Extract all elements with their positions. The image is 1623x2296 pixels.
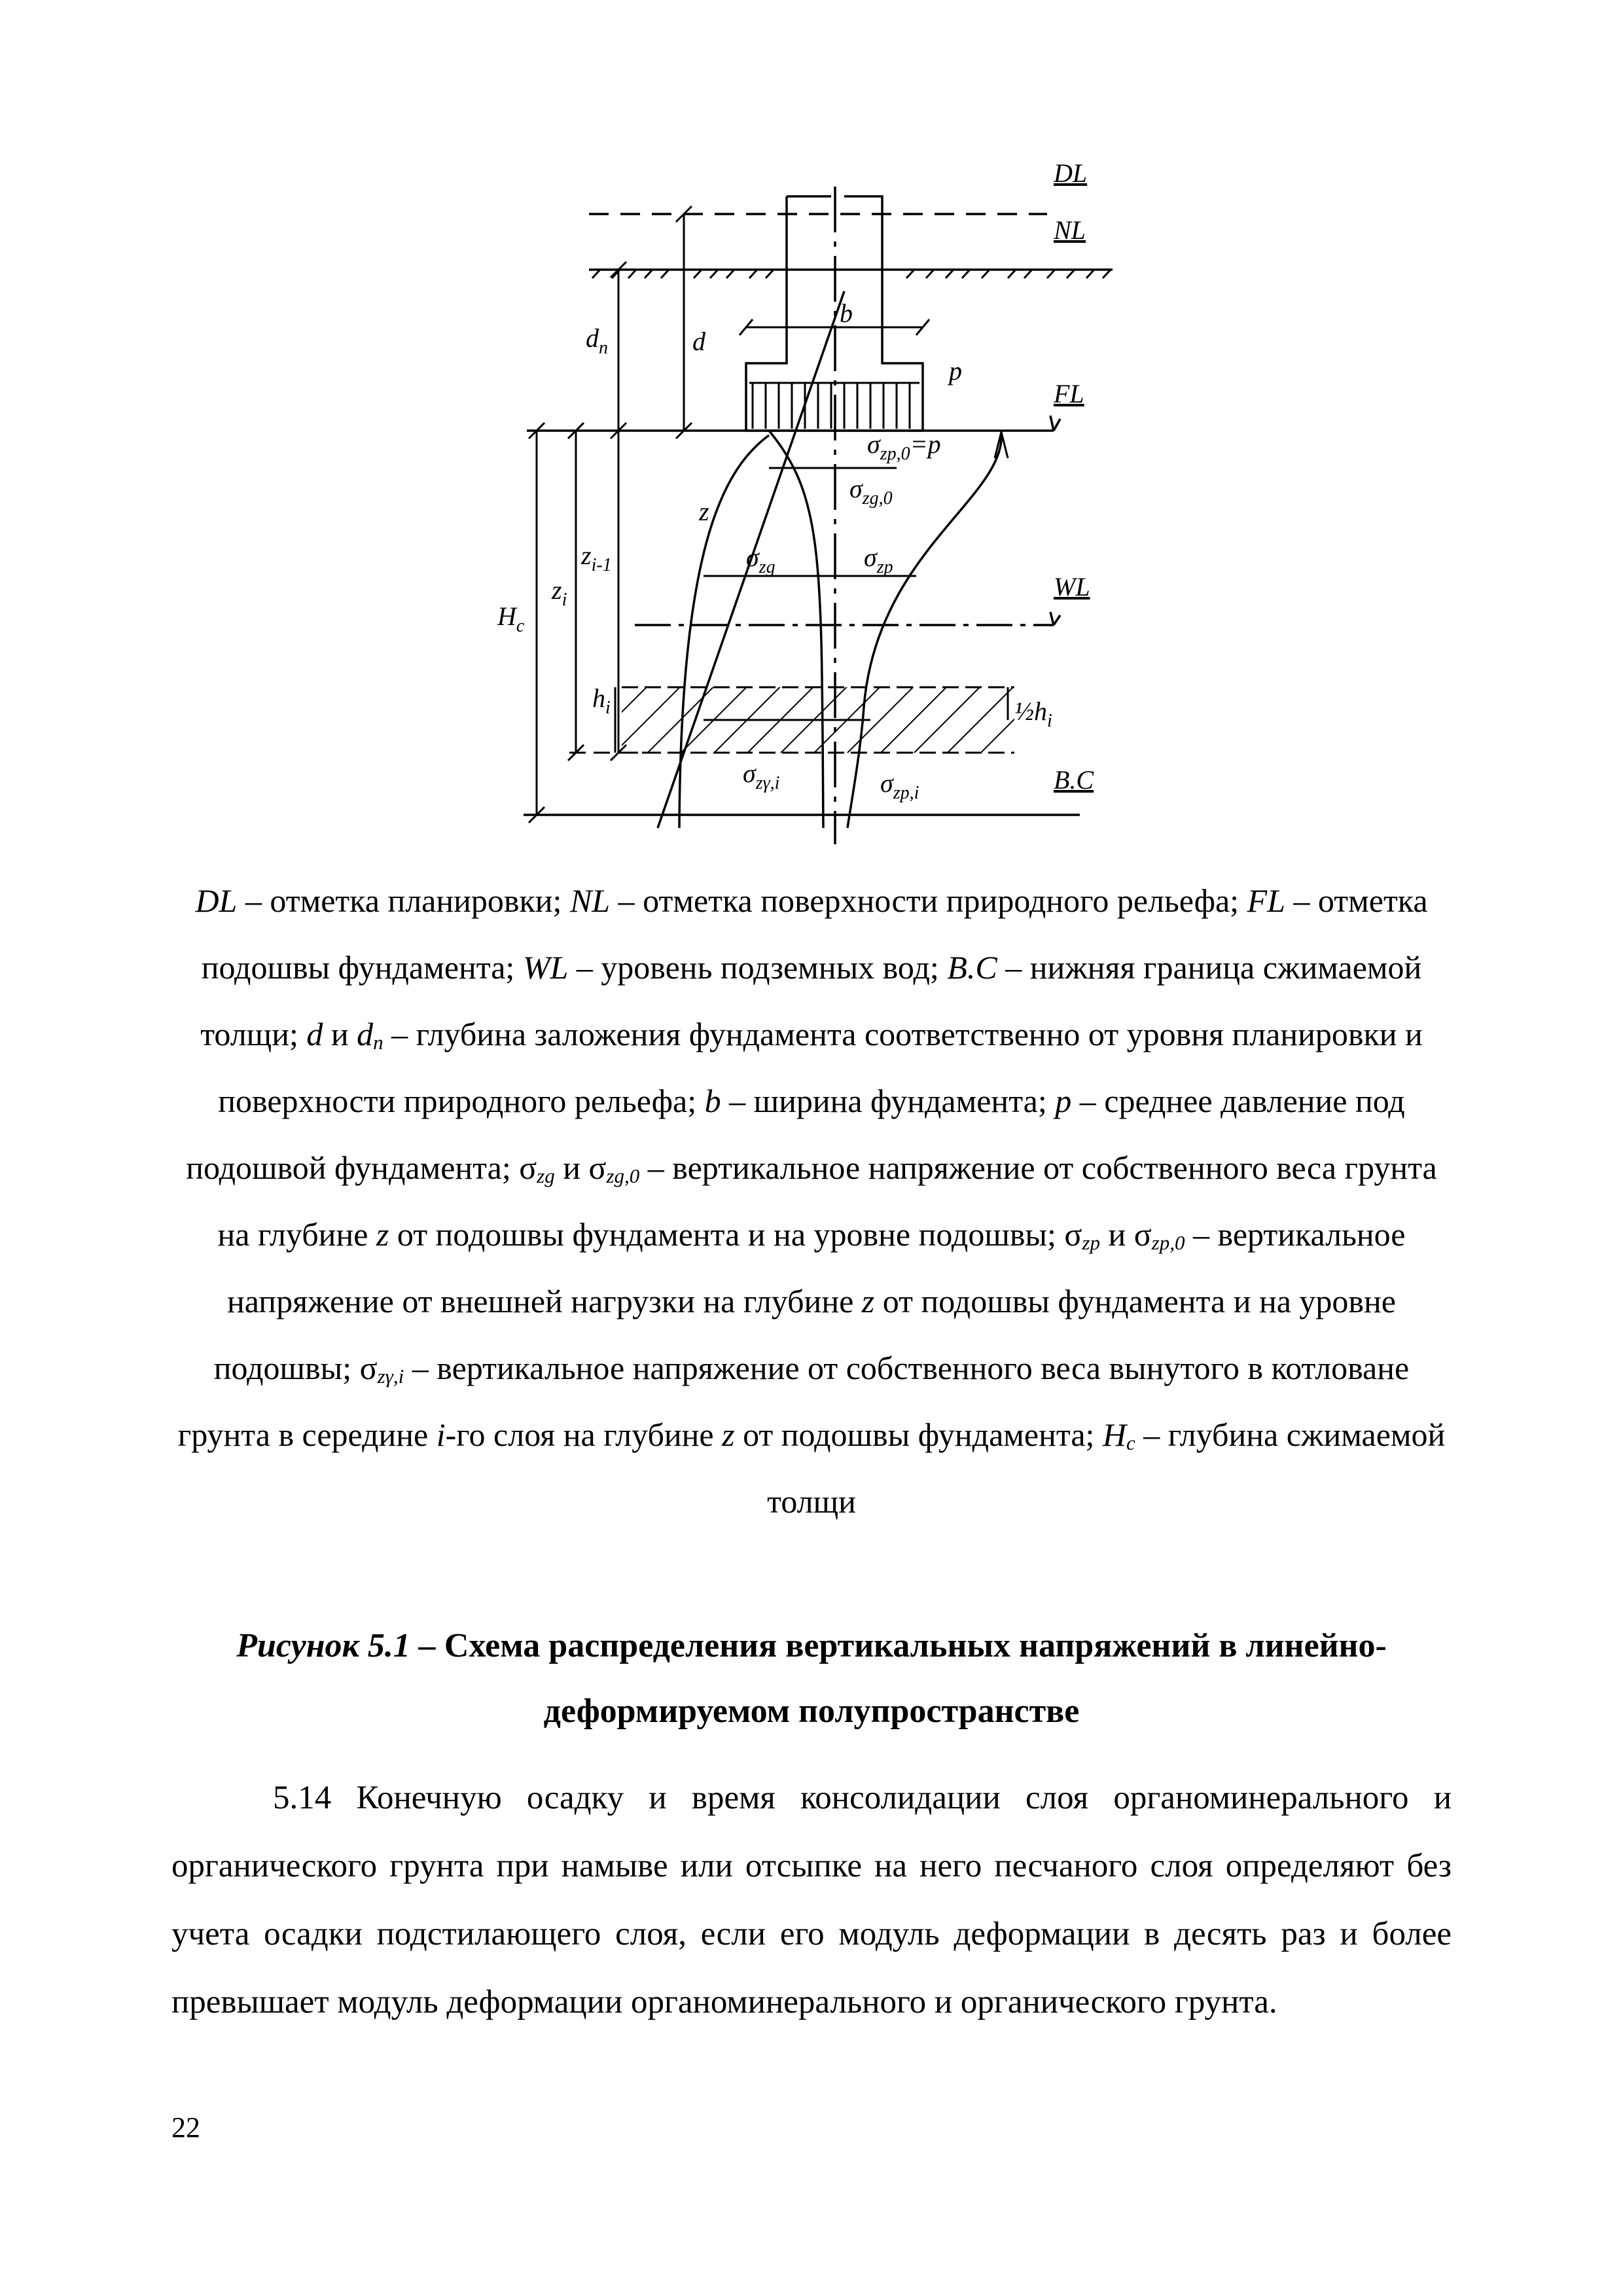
- figure-title: [167, 1613, 1456, 1744]
- hatched-layer: [622, 687, 1014, 753]
- figure-caption: DL – отметка планировки; NL – отметка поверхности природного рельефа; FL – отметка подошвы фундамента; WL – уровень подземных вод; B.C – нижняя граница сжимаемой толщи; d и $d_n$ – глубина заложения фундамента соответственно от уровня планировки и поверхности природного рельефа; b – ширина фундамента; p – среднее давление под подошвой фундамента; $\sigma_{zg}$ и $\sigma_{zg,0}$ – вертикальное напряжение от собственного веса грунта на глубине z от подошвы фундамента и на уровне подошвы; $\sigma_{zp}$ и $\sigma_{zp,0}$ – вертикальное напряжение от внешней нагрузки на глубине z от подошвы фундамента и на уровне подошвы; $\sigma_{z\gamma,i}$ – вертикальное напряжение от собственного веса вынутого в котловане грунта в середине i-го слоя на глубине z от подошвы фундамента; $H_c$ – глубина сжимаемой толщи: [177, 882, 1446, 1520]
- label-nl: NL: [1054, 215, 1086, 245]
- sigma-zp-curve-left: [769, 431, 823, 828]
- label-sigma-zg0: $\sigma_{zg,0}$: [849, 474, 893, 509]
- label-d: d: [692, 327, 705, 356]
- label-zi: $z_i$: [552, 575, 567, 610]
- label-zi1: $z_{i-1}$: [581, 541, 612, 575]
- figure-title-text: Схема распределения вертикальных напряжений в линейно-деформируемом полупространстве: [435, 1627, 1387, 1730]
- label-dl: DL: [1054, 158, 1088, 188]
- stress-distribution-diagram: [0, 0, 1623, 864]
- label-b: b: [840, 298, 853, 328]
- label-hi: $h_i$: [592, 683, 611, 718]
- figure-number: Рисунок 5.1 –: [236, 1627, 436, 1664]
- label-sigma-zp0: $\sigma_{zp,0}=p$: [867, 429, 941, 464]
- label-bc: B.C: [1054, 765, 1094, 795]
- body-paragraph: 5.14 Конечную осадку и время консолидации слоя органоминерального и органического грунта при намыве или отсыпке на него песчаного слоя определяют без учета осадки подстилающего слоя, если его модуль деформации в десять раз и более превышает модуль деформации органоминерального и органического грунта.: [171, 1780, 1452, 2020]
- label-dn: $d_n$: [586, 323, 608, 358]
- label-half-hi: $\frac{1}{2}h_i$: [1014, 696, 1052, 731]
- label-sigma-zgi: $\sigma_{z\gamma,i}$: [743, 759, 780, 793]
- ground-hatching: [592, 270, 1111, 278]
- label-sigma-zpi: $\sigma_{zp,i}$: [880, 768, 919, 803]
- label-sigma-zp: $\sigma_{zp}$: [864, 543, 893, 577]
- label-wl: WL: [1054, 572, 1090, 601]
- page-number: 22: [171, 2111, 200, 2144]
- label-p: p: [949, 356, 962, 386]
- label-fl: FL: [1054, 379, 1084, 408]
- label-hc: $H_c$: [497, 601, 525, 636]
- label-z: z: [699, 497, 709, 526]
- label-sigma-zg: $\sigma_{zg}$: [746, 543, 776, 577]
